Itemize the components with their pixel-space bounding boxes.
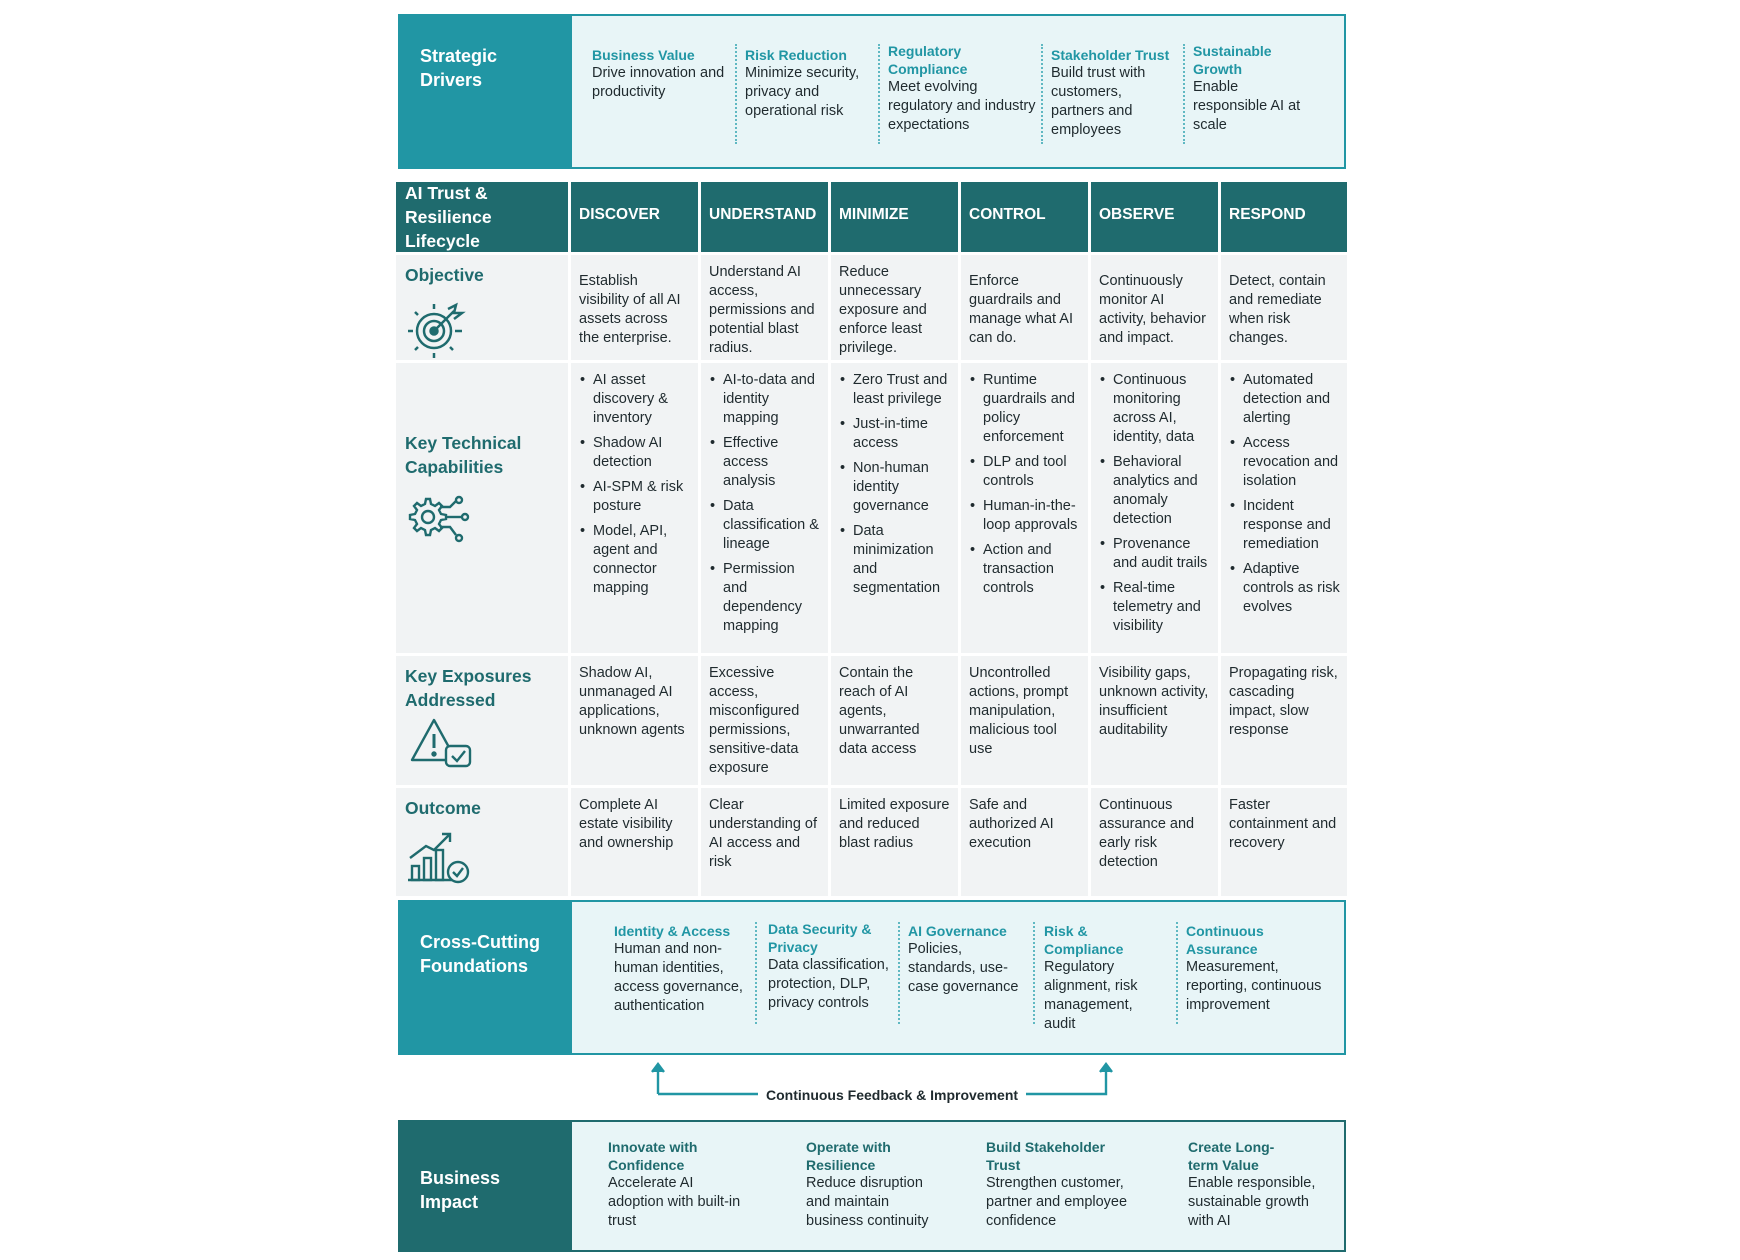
list-item: • AI-to-data and identity mapping	[709, 371, 821, 428]
outcome-label-text: Outcome	[405, 798, 481, 818]
driver-title: Stakeholder Trust	[1051, 47, 1170, 63]
objective-observe: Continuously monitor AI activity, behavior and impact.	[1091, 255, 1218, 360]
foundations-band	[398, 900, 1346, 1055]
capabilities-control	[961, 363, 1088, 653]
business-impact-content	[572, 1122, 1344, 1250]
feedback-label: Continuous Feedback & Improvement	[758, 1087, 1026, 1103]
capabilities-label	[396, 363, 568, 653]
divider	[1041, 44, 1043, 144]
exposures-minimize: Contain the reach of AI agents, unwarranted data access	[831, 656, 958, 785]
phase-control: CONTROL	[961, 182, 1088, 252]
target-icon	[404, 299, 468, 359]
outcome-observe: Continuous assurance and early risk detection	[1091, 788, 1218, 896]
objective-row	[396, 255, 1346, 360]
exposures-label-text: Key Exposures Addressed	[405, 666, 532, 710]
list-item: • Human-in-the-loop approvals	[969, 497, 1081, 535]
capability-list	[709, 371, 821, 636]
list-item: • Real-time telemetry and visibility	[1099, 579, 1211, 636]
foundation-title: Identity & Access	[614, 923, 731, 939]
list-item: • Zero Trust and least privilege	[839, 371, 951, 409]
list-item: • Permission and dependency mapping	[709, 560, 821, 636]
driver-title: Regulatory Compliance	[888, 43, 968, 77]
objective-discover: Establish visibility of all AI assets across the enterprise.	[571, 255, 698, 360]
foundation-desc: Data classification, protection, DLP, privacy controls	[768, 957, 889, 1011]
driver-item	[888, 42, 1038, 135]
objective-minimize: Reduce unnecessary exposure and enforce least privilege.	[831, 255, 958, 360]
driver-desc: Enable responsible AI at scale	[1193, 79, 1301, 133]
divider	[1183, 44, 1185, 144]
divider	[1033, 922, 1035, 1024]
growth-chart-icon	[404, 828, 474, 886]
impact-desc: Enable responsible, sustainable growth with AI	[1188, 1175, 1316, 1229]
capability-list	[1099, 371, 1211, 636]
exposures-respond: Propagating risk, cascading impact, slow response	[1221, 656, 1347, 785]
capability-list	[839, 371, 951, 598]
driver-desc: Meet evolving regulatory and industry expectations	[888, 79, 1036, 133]
divider	[735, 44, 737, 144]
impact-item	[608, 1138, 748, 1231]
list-item: • Model, API, agent and connector mapping	[579, 522, 691, 598]
capabilities-minimize	[831, 363, 958, 653]
driver-item	[1051, 46, 1179, 140]
objective-respond: Detect, contain and remediate when risk changes.	[1221, 255, 1347, 360]
impact-title: Build Stakeholder Trust	[986, 1139, 1106, 1173]
impact-title: Operate with Resilience	[806, 1139, 891, 1173]
impact-desc: Strengthen customer, partner and employee confidence	[986, 1175, 1128, 1229]
divider	[1176, 922, 1178, 1024]
list-item: • AI asset discovery & inventory	[579, 371, 691, 428]
capabilities-respond	[1221, 363, 1347, 653]
driver-title: Business Value	[592, 47, 695, 63]
list-item: • Continuous monitoring across AI, identity, data	[1099, 371, 1211, 447]
list-item: • Shadow AI detection	[579, 434, 691, 472]
objective-understand: Understand AI access, permissions and potential blast radius.	[701, 255, 828, 360]
objective-control: Enforce guardrails and manage what AI can do.	[961, 255, 1088, 360]
driver-item	[592, 46, 732, 102]
foundation-title: Risk & Compliance	[1044, 923, 1124, 957]
exposures-observe: Visibility gaps, unknown activity, insufficient auditability	[1091, 656, 1218, 785]
list-item: • Incident response and remediation	[1229, 497, 1340, 554]
list-item: • AI-SPM & risk posture	[579, 478, 691, 516]
impact-item	[1188, 1138, 1338, 1231]
phase-respond: RESPOND	[1221, 182, 1347, 252]
foundation-title: AI Governance	[908, 923, 1007, 939]
objective-label	[396, 255, 568, 360]
list-item: • Non-human identity governance	[839, 459, 951, 516]
impact-title: Create Long-term Value	[1188, 1139, 1275, 1173]
list-item: • Automated detection and alerting	[1229, 371, 1340, 428]
list-item: • Adaptive controls as risk evolves	[1229, 560, 1340, 617]
driver-title: Risk Reduction	[745, 47, 847, 63]
strategic-drivers-label: Strategic Drivers	[400, 16, 572, 167]
foundation-item	[1186, 922, 1336, 1015]
exposures-row	[396, 656, 1346, 785]
driver-desc: Drive innovation and productivity	[592, 65, 725, 100]
foundation-title: Data Security & Privacy	[768, 921, 872, 955]
foundation-desc: Regulatory alignment, risk management, audit	[1044, 959, 1138, 1032]
foundation-item	[908, 922, 1028, 997]
list-item: • Data classification & lineage	[709, 497, 821, 554]
phase-understand: UNDERSTAND	[701, 182, 828, 252]
impact-item	[986, 1138, 1146, 1231]
lifecycle-title-text: AI Trust & Resilience Lifecycle	[405, 183, 492, 251]
phase-minimize: MINIMIZE	[831, 182, 958, 252]
foundation-title: Continuous Assurance	[1186, 923, 1264, 957]
capability-list	[969, 371, 1081, 598]
capability-list	[579, 371, 691, 598]
exposures-understand: Excessive access, misconfigured permissions, sensitive-data exposure	[701, 656, 828, 785]
strategic-drivers-content	[572, 16, 1344, 167]
driver-desc: Build trust with customers, partners and employees	[1051, 65, 1146, 138]
business-impact-band	[398, 1120, 1346, 1252]
impact-item	[806, 1138, 946, 1231]
driver-desc: Minimize security, privacy and operational risk	[745, 65, 860, 119]
impact-title: Innovate with Confidence	[608, 1139, 698, 1173]
list-item: • Action and transaction controls	[969, 541, 1081, 598]
list-item: • Effective access analysis	[709, 434, 821, 491]
outcome-label	[396, 788, 568, 896]
impact-desc: Reduce disruption and maintain business continuity	[806, 1175, 929, 1229]
divider	[898, 922, 900, 1024]
list-item: • Access revocation and isolation	[1229, 434, 1340, 491]
foundations-content	[572, 902, 1344, 1053]
list-item: • Data minimization and segmentation	[839, 522, 951, 598]
phase-observe: OBSERVE	[1091, 182, 1218, 252]
foundations-label: Cross-Cutting Foundations	[400, 902, 572, 1053]
list-item: • Runtime guardrails and policy enforcement	[969, 371, 1081, 447]
driver-item	[745, 46, 870, 121]
outcome-understand: Clear understanding of AI access and risk	[701, 788, 828, 896]
outcome-control: Safe and authorized AI execution	[961, 788, 1088, 896]
list-item: • Behavioral analytics and anomaly detection	[1099, 453, 1211, 529]
outcome-minimize: Limited exposure and reduced blast radius	[831, 788, 958, 896]
business-impact-label: Business Impact	[400, 1122, 572, 1250]
foundation-item	[614, 922, 749, 1016]
impact-desc: Accelerate AI adoption with built-in trust	[608, 1175, 741, 1229]
foundation-item	[1044, 922, 1169, 1034]
capabilities-understand	[701, 363, 828, 653]
exposures-label	[396, 656, 568, 785]
outcome-respond: Faster containment and recovery	[1221, 788, 1347, 896]
lifecycle-header-row	[396, 182, 1346, 252]
list-item: • Just-in-time access	[839, 415, 951, 453]
foundation-item	[768, 920, 896, 1013]
warning-check-icon	[404, 716, 474, 770]
lifecycle-grid	[396, 182, 1346, 899]
phase-discover: DISCOVER	[571, 182, 698, 252]
strategic-drivers-band	[398, 14, 1346, 169]
capability-list	[1229, 371, 1340, 617]
divider	[878, 44, 880, 144]
capabilities-row	[396, 363, 1346, 653]
capabilities-observe	[1091, 363, 1218, 653]
driver-item	[1193, 42, 1318, 135]
driver-title: Sustainable Growth	[1193, 43, 1272, 77]
feedback-connector	[650, 1060, 1120, 1104]
exposures-discover: Shadow AI, unmanaged AI applications, unknown agents	[571, 656, 698, 785]
foundation-desc: Policies, standards, use-case governance	[908, 941, 1019, 995]
foundation-desc: Measurement, reporting, continuous improvement	[1186, 959, 1322, 1013]
divider	[755, 922, 757, 1024]
outcome-row	[396, 788, 1346, 896]
capabilities-discover	[571, 363, 698, 653]
objective-label-text: Objective	[405, 265, 484, 285]
gear-network-icon	[404, 495, 470, 545]
list-item: • DLP and tool controls	[969, 453, 1081, 491]
exposures-control: Uncontrolled actions, prompt manipulation, malicious tool use	[961, 656, 1088, 785]
capabilities-label-text: Key Technical Capabilities	[405, 433, 522, 477]
foundation-desc: Human and non-human identities, access governance, authentication	[614, 941, 743, 1014]
lifecycle-title	[396, 182, 568, 252]
outcome-discover: Complete AI estate visibility and ownership	[571, 788, 698, 896]
list-item: • Provenance and audit trails	[1099, 535, 1211, 573]
